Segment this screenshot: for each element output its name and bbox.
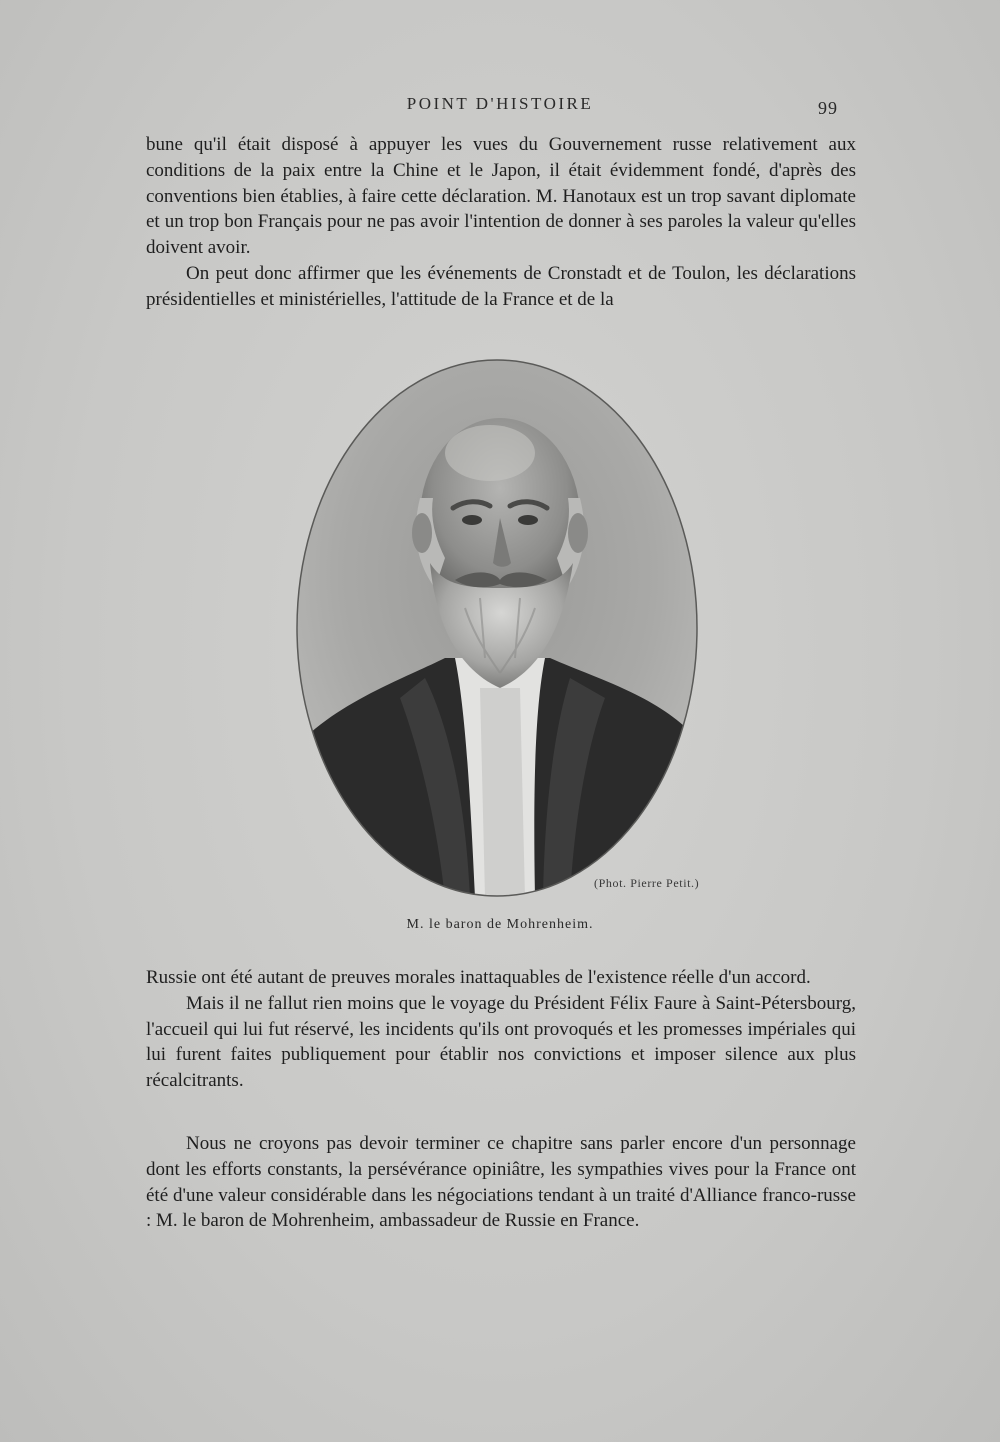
running-title: POINT D'HISTOIRE [406, 94, 594, 113]
text-block-top [146, 132, 856, 313]
paragraph-felix-faure: Mais il ne fallut rien moins que le voyage du Président Félix Faure à Saint-Pétersbourg, l'accueil qui lui fut réservé, les incidents qu'ils ont provoqués et les promesses impériales qui lui furent faites publiquement pour établir nos convictions et imposer silence aux plus récalcitrants. [146, 992, 856, 1092]
portrait-photo [295, 358, 700, 898]
figure-caption: M. le baron de Mohrenheim. [406, 917, 594, 932]
paragraph-mohrenheim: Nous ne croyons pas devoir terminer ce chapitre sans parler encore d'un personnage dont les efforts constants, la persévérance opiniâtre, les sympathies vives pour la France ont été d'une valeur considérable dans les négociations tendant à un traité d'Alliance franco-russe : M. le baron de Mohrenheim, ambassadeur de Russie en France. [146, 1133, 856, 1232]
text-block-bottom [146, 1131, 856, 1234]
paragraph-russie: Russie ont été autant de preuves morales inattaquables de l'existence réelle d'un accord. [146, 967, 811, 988]
paragraph-continuation: bune qu'il était disposé à appuyer les vues du Gouvernement russe relativement aux conditions de la paix entre la Chine et le Japon, il était évidemment fondé, d'après des conventions bien établies, à faire cette déclaration. M. Hanotaux est un trop savant diplomate et un trop bon Français pour ne pas avoir l'intention de donner à ses paroles la valeur qu'elles doivent avoir. [146, 134, 856, 259]
paragraph-cronstadt: On peut donc affirmer que les événements de Cronstadt et de Toulon, les déclarations présidentielles et ministérielles, l'attitude de la France et de la [146, 262, 856, 310]
portrait-figure [295, 358, 700, 898]
page-number: 99 [818, 98, 838, 118]
photo-credit: (Phot. Pierre Petit.) [594, 876, 700, 890]
text-block-middle [146, 965, 856, 1094]
